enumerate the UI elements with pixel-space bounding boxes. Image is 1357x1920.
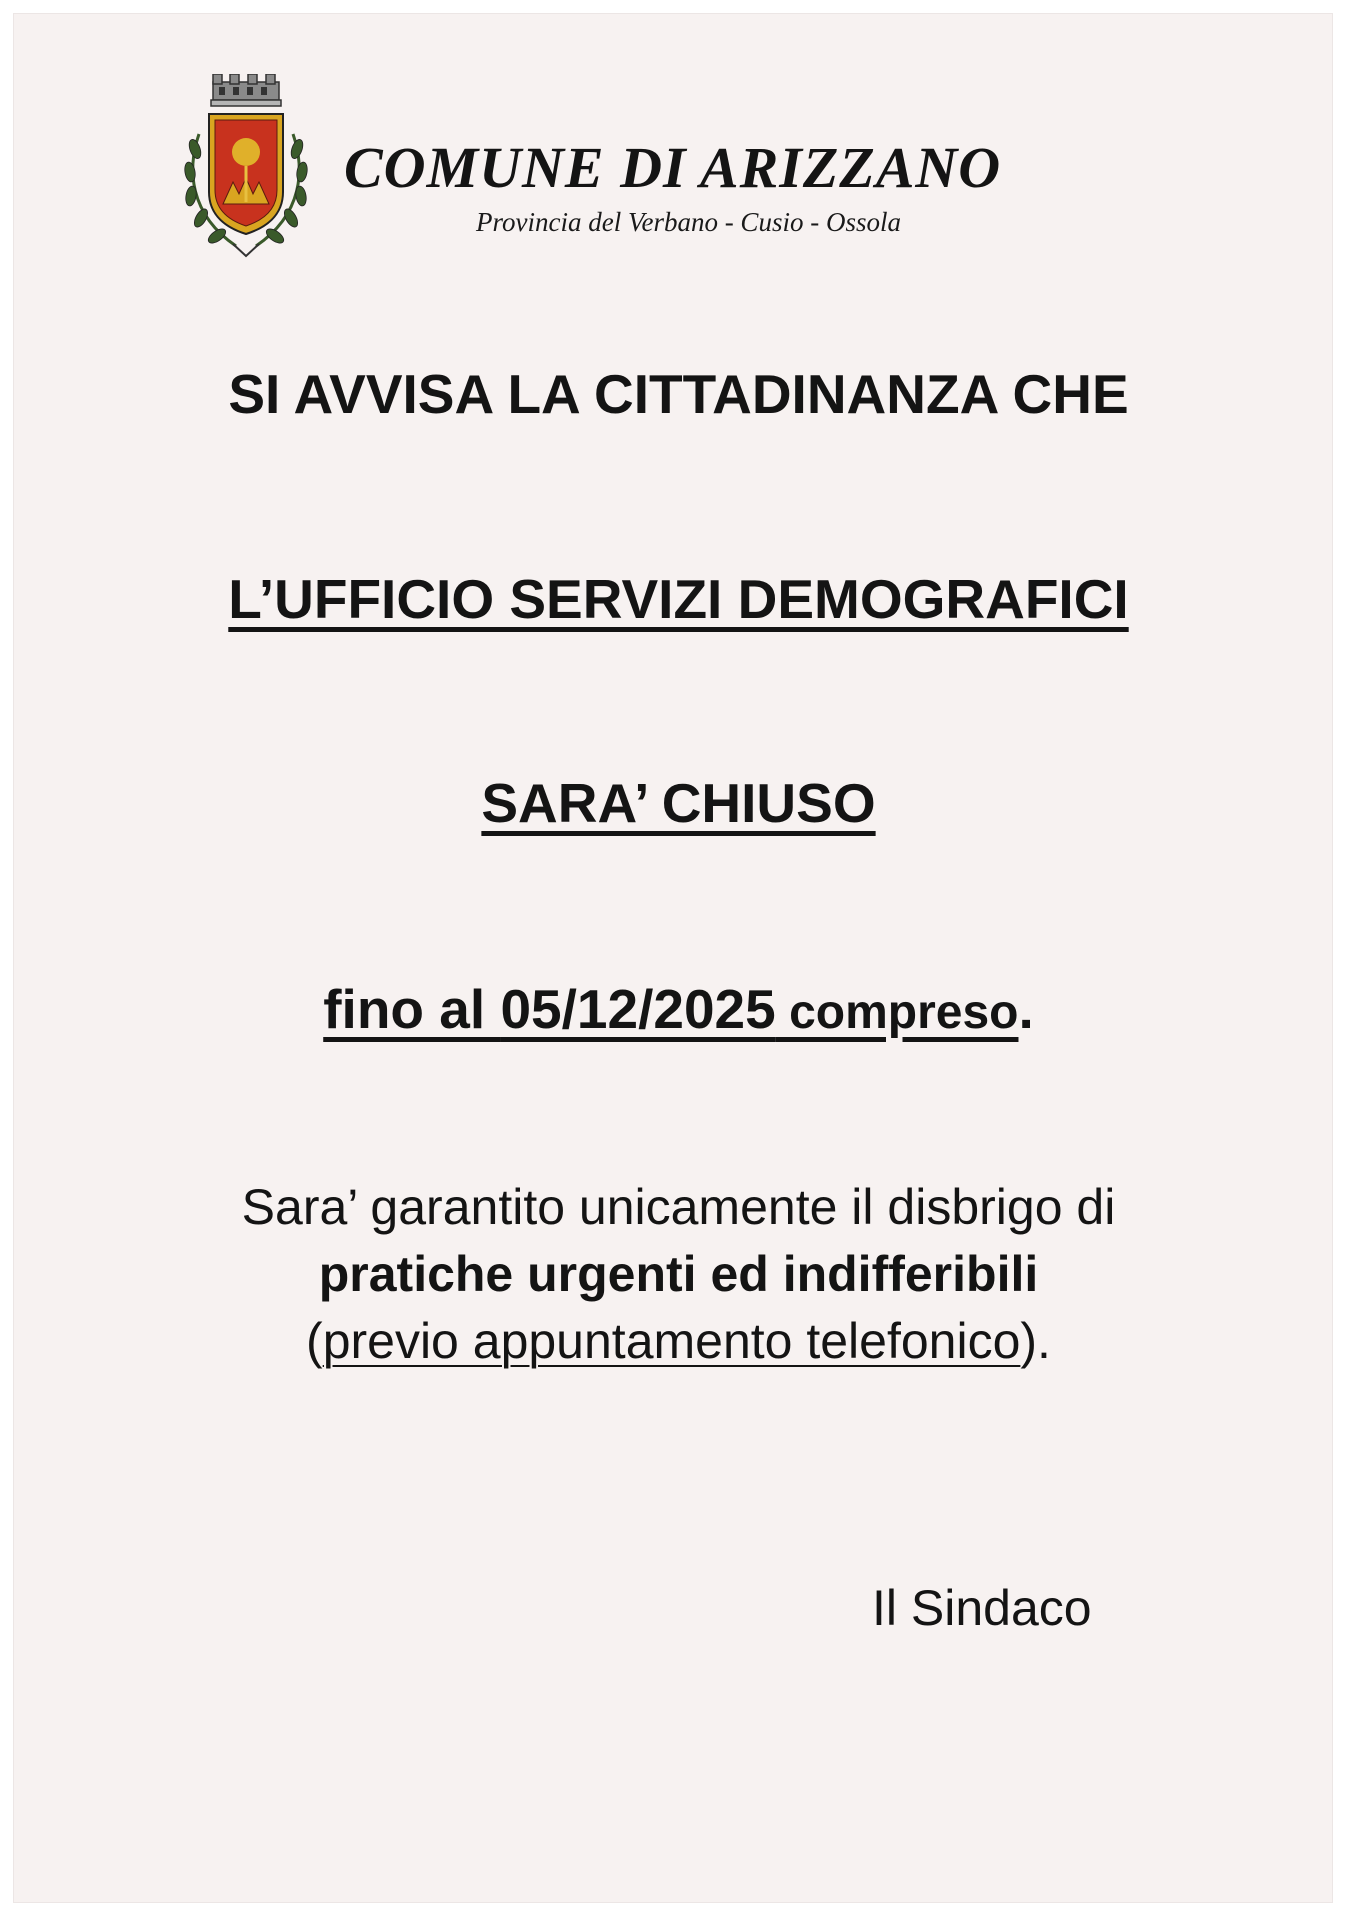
urgent-practices-text: pratiche urgenti ed indifferibili: [318, 1246, 1039, 1302]
closure-until: [0, 977, 1357, 1041]
guarantee-line-text: Sara’ garantito unicamente il disbrigo di: [241, 1179, 1116, 1235]
appointment-close-paren: ).: [1020, 1313, 1051, 1369]
guarantee-line: [0, 1178, 1357, 1236]
until-date: 05/12/2025: [500, 978, 776, 1040]
office-name: [0, 567, 1357, 631]
notice-intro: [0, 362, 1357, 426]
appointment-open-paren: (: [306, 1313, 323, 1369]
closure-status: [0, 771, 1357, 835]
municipality-name: COMUNE DI ARIZZANO: [344, 135, 1002, 200]
notice-intro-text: SI AVVISA LA CITTADINANZA CHE: [228, 363, 1129, 425]
until-period: .: [1018, 978, 1034, 1040]
crown-icon: [211, 74, 281, 106]
signature-mayor: Il Sindaco: [872, 1580, 1092, 1636]
appointment-text: previo appuntamento telefonico: [322, 1313, 1021, 1369]
notice-page: [14, 14, 1332, 1902]
shield-icon: [209, 114, 283, 234]
appointment-note: [0, 1312, 1357, 1370]
urgent-practices: [0, 1245, 1357, 1303]
until-suffix: compreso: [775, 986, 1019, 1039]
office-name-text: L’UFFICIO SERVIZI DEMOGRAFICI: [228, 568, 1129, 630]
province-line: Provincia del Verbano - Cusio - Ossola: [476, 207, 901, 237]
coat-of-arms-icon: [181, 74, 311, 264]
until-prefix: fino al: [323, 978, 501, 1040]
closure-status-text: SARA’ CHIUSO: [481, 772, 876, 834]
